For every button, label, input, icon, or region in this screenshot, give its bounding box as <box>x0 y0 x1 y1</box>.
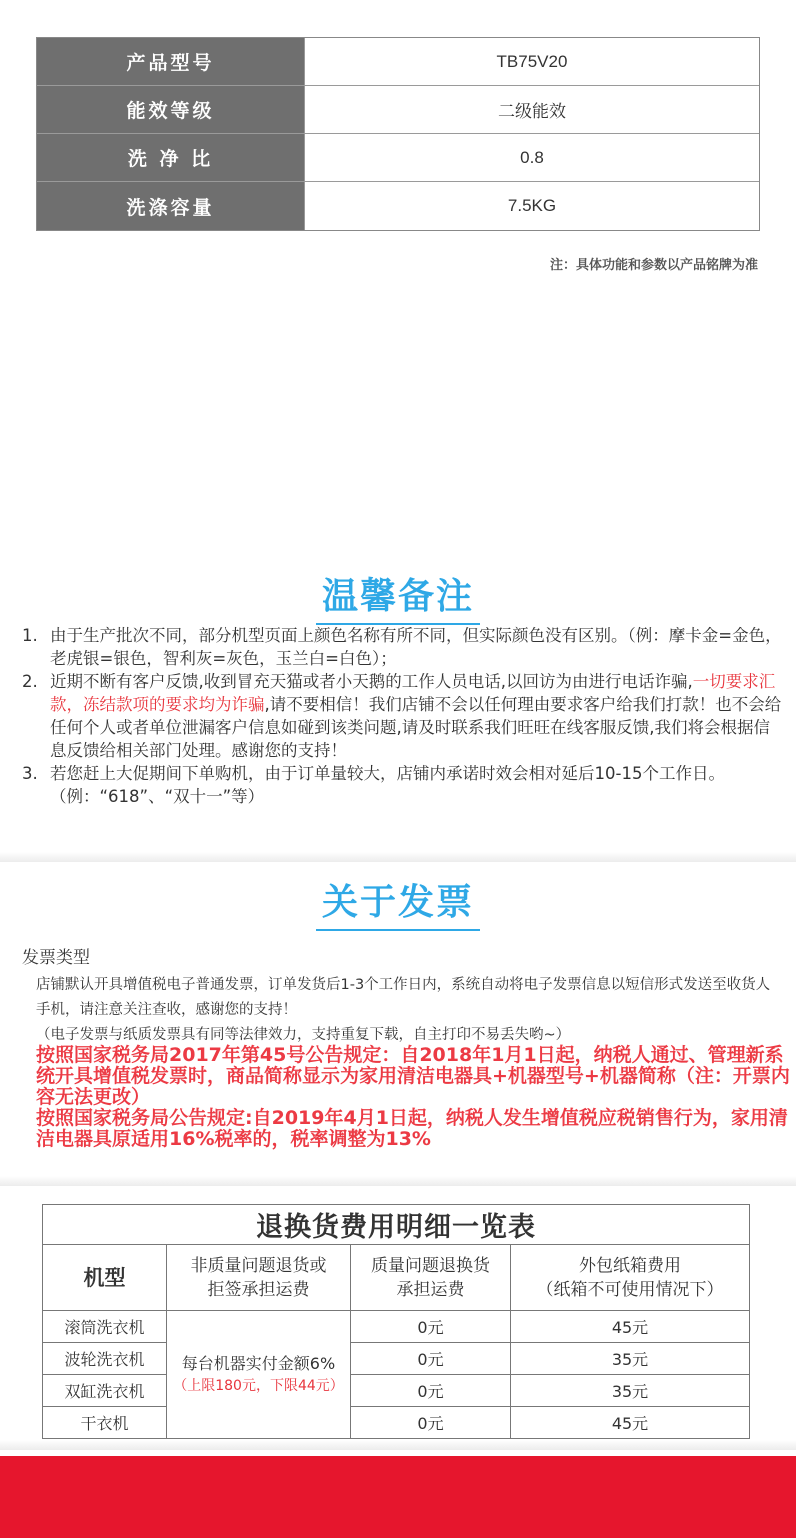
invoice-info <box>22 946 782 1048</box>
note-text <box>50 670 782 762</box>
header-non-quality <box>167 1245 351 1311</box>
invoice-note: （电子发票与纸质发票具有同等法律效力，支持重复下载，自主打印不易丢失哟~） <box>36 1027 571 1043</box>
spec-row-model <box>37 38 759 86</box>
note-text: 若您赶上大促期间下单购机，由于订单量较大，店铺内承诺时效会相对延后10-15个工作日。（例：“618”、“双十一”等） <box>50 764 725 806</box>
spec-row-wash-ratio <box>37 134 759 182</box>
table-row <box>43 1311 750 1343</box>
box-fee-cell: 35元 <box>511 1375 750 1407</box>
header-line: 非质量问题退货或 <box>190 1255 327 1276</box>
section-divider <box>0 1440 796 1450</box>
tax-notice-2: 按照国家税务局公告规定:自2019年4月1日起，纳税人发生增值税应税销售行为，家用清洁电器具原适用16%税率的，税率调整为13% <box>36 1107 788 1150</box>
invoice-body: 店铺默认开具增值税电子普通发票，订单发货后1-3个工作日内，系统自动将电子发票信息以短信形式发送至收货人手机，请注意关注查收，感谢您的支持！ <box>36 977 771 1018</box>
invoice-title <box>0 874 796 931</box>
header-box <box>511 1245 750 1311</box>
header-quality <box>351 1245 511 1311</box>
invoice-type-label: 发票类型 <box>22 948 90 968</box>
spec-value: 二级能效 <box>498 102 566 121</box>
note-number: 2. <box>22 672 38 691</box>
spec-table <box>36 37 760 231</box>
header-line: 外包纸箱费用 <box>579 1255 681 1276</box>
red-banner <box>0 1456 796 1538</box>
spec-value: TB75V20 <box>496 51 568 71</box>
section-divider <box>0 1176 796 1186</box>
fee-table-title: 退换货费用明细一览表 <box>43 1205 750 1245</box>
spec-row-capacity <box>37 182 759 230</box>
box-fee-cell: 45元 <box>511 1311 750 1343</box>
table-row <box>43 1343 750 1375</box>
header-line: 承担运费 <box>396 1279 465 1300</box>
note-text-part: 近期不断有客户反馈,收到冒充天猫或者小天鹅的工作人员电话,以回访为由进行电话诈骗, <box>50 672 693 691</box>
header-line: （纸箱不可使用情况下） <box>536 1279 724 1300</box>
quality-fee-cell: 0元 <box>351 1343 511 1375</box>
fraud-warning-text: 一切要求汇款，冻结款项的要求均为诈骗 <box>50 672 776 714</box>
note-text: 由于生产批次不同，部分机型页面上颜色名称有所不同，但实际颜色没有区别。（例：摩卡金=金色，老虎银=银色，智利灰=灰色，玉兰白=白色）； <box>50 626 782 668</box>
model-cell: 滚筒洗衣机 <box>43 1311 167 1343</box>
tax-notice <box>36 1045 796 1150</box>
note-item <box>22 670 782 762</box>
model-cell: 干衣机 <box>43 1407 167 1439</box>
spec-row-energy <box>37 86 759 134</box>
tax-notice-1: 按照国家税务局2017年第45号公告规定：自2018年1月1日起，纳税人通过、管理新系统开具增值税发票时，商品简称显示为家用清洁电器具+机器型号+机器简称（注：开票内容无法更改） <box>36 1044 790 1108</box>
spec-value: 7.5KG <box>507 196 557 215</box>
quality-fee-cell: 0元 <box>351 1407 511 1439</box>
note-text-part: ,请不要相信！我们店铺不会以任何理由要求客户给我们打款！也不会给任何个人或者单位泄漏客户信息如碰到该类问题,请及时联系我们旺旺在线客服反馈,我们将会根据信息反馈给相关部门处理。感谢您的支持！ <box>50 695 782 760</box>
box-fee-cell: 35元 <box>511 1343 750 1375</box>
box-fee-cell: 45元 <box>511 1407 750 1439</box>
section-divider <box>0 852 796 862</box>
warm-notes-title <box>0 568 796 625</box>
header-model: 机型 <box>43 1245 167 1311</box>
note-number: 1. <box>22 626 38 645</box>
table-row <box>43 1375 750 1407</box>
invoice-title-text: 关于发票 <box>316 874 480 931</box>
fee-rate: 每台机器实付金额6% <box>181 1353 336 1373</box>
header-line: 拒签承担运费 <box>207 1279 310 1300</box>
spec-note: 注：具体功能和参数以产品铭牌为准 <box>549 258 758 273</box>
spec-label: 洗涤容量 <box>37 182 305 230</box>
return-fee-table <box>42 1204 750 1439</box>
note-item <box>22 762 782 808</box>
spec-value: 0.8 <box>520 147 544 167</box>
model-cell: 波轮洗衣机 <box>43 1343 167 1375</box>
spec-label: 产品型号 <box>37 38 305 85</box>
quality-fee-cell: 0元 <box>351 1311 511 1343</box>
non-quality-fee-cell <box>167 1311 351 1439</box>
note-item <box>22 624 782 670</box>
spec-label: 能效等级 <box>37 86 305 133</box>
quality-fee-cell: 0元 <box>351 1375 511 1407</box>
model-cell: 双缸洗衣机 <box>43 1375 167 1407</box>
header-line: 质量问题退换货 <box>371 1255 490 1276</box>
warm-notes-title-text: 温馨备注 <box>316 568 480 625</box>
note-number: 3. <box>22 764 38 783</box>
fee-limit: （上限180元，下限44元） <box>173 1377 344 1394</box>
warm-notes-list <box>22 624 782 808</box>
table-row <box>43 1407 750 1439</box>
spec-label: 洗 净 比 <box>37 134 305 181</box>
